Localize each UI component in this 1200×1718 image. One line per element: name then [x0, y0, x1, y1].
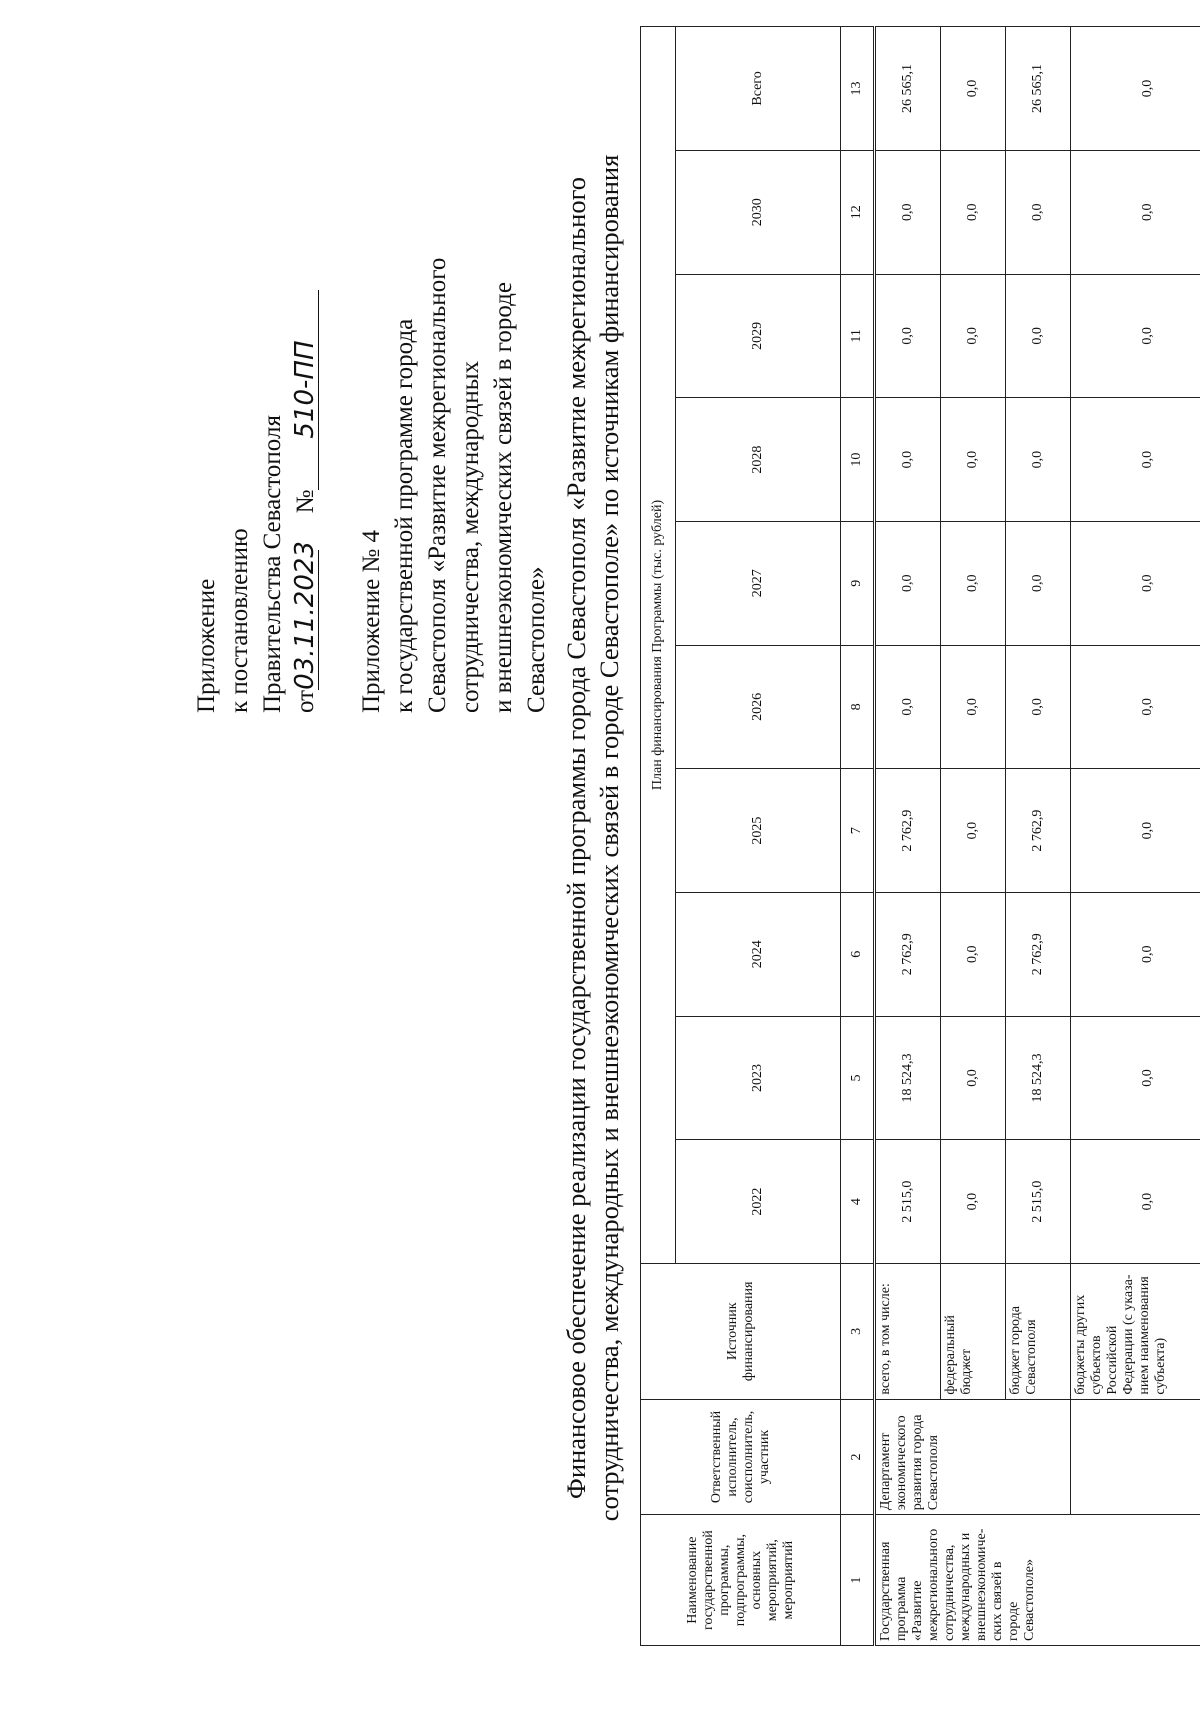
value-cell: 18 524,3	[875, 1016, 941, 1140]
executor-empty-cell	[1071, 1399, 1200, 1515]
value-cell: 0,0	[1071, 398, 1200, 522]
header-year: 2026	[676, 645, 841, 769]
header-date-line	[289, 213, 322, 713]
column-number: 4	[841, 1140, 875, 1264]
value-cell: 0,0	[1006, 274, 1071, 398]
program-name-cell: Государственная программа «Развитие межрегионального сотрудничества, международных и внешнеэкономиче-ских связей в городе Севастополе»	[875, 1515, 1200, 1646]
value-cell: 2 762,9	[1006, 769, 1071, 893]
value-cell: 0,0	[1071, 274, 1200, 398]
column-number: 7	[841, 769, 875, 893]
value-cell: 0,0	[941, 150, 1006, 274]
resolution-header	[190, 213, 322, 713]
value-cell: 0,0	[875, 398, 941, 522]
table-row	[875, 27, 941, 1646]
header-executor: Ответственный исполнитель, соисполнитель, участник	[641, 1399, 841, 1515]
column-number: 2	[841, 1399, 875, 1515]
value-cell: 0,0	[941, 27, 1006, 151]
value-cell: 0,0	[941, 1140, 1006, 1264]
document-title	[560, 28, 626, 1648]
header-total: Всего	[676, 27, 841, 151]
column-number: 5	[841, 1016, 875, 1140]
source-cell: бюджеты других субъектов Российской Федерации (с указа-нием наименования субъекта)	[1071, 1263, 1200, 1399]
value-cell: 0,0	[1071, 892, 1200, 1016]
value-cell: 0,0	[1071, 645, 1200, 769]
value-cell: 0,0	[875, 645, 941, 769]
value-cell: 0,0	[941, 274, 1006, 398]
source-cell: всего, в том числе:	[875, 1263, 941, 1399]
column-number: 1	[841, 1515, 875, 1646]
value-cell: 0,0	[941, 398, 1006, 522]
header-line: к постановлению	[226, 528, 253, 713]
value-cell: 18 524,3	[1006, 1016, 1071, 1140]
value-cell: 2 762,9	[875, 769, 941, 893]
number-prefix: №	[292, 489, 319, 514]
source-cell: федеральный бюджет	[941, 1263, 1006, 1399]
executor-cell: Департамент экономического развития города Севастополя	[875, 1399, 1071, 1515]
financing-table	[640, 26, 1200, 1646]
appendix-line: Севастополя «Развитие межрегионального	[424, 257, 451, 713]
column-number: 10	[841, 398, 875, 522]
value-cell: 0,0	[1071, 150, 1200, 274]
title-line: Финансовое обеспечение реализации государственной программы города Севастополя «Развитие межрегионального	[561, 176, 591, 1500]
value-cell: 2 515,0	[875, 1140, 941, 1264]
column-number: 8	[841, 645, 875, 769]
header-year: 2025	[676, 769, 841, 893]
value-cell: 0,0	[1071, 1140, 1200, 1264]
value-cell: 0,0	[941, 521, 1006, 645]
header-source: Источник финансирования	[641, 1263, 841, 1399]
value-cell: 0,0	[941, 892, 1006, 1016]
header-year: 2022	[676, 1140, 841, 1264]
value-cell: 0,0	[875, 521, 941, 645]
header-line: Правительства Севастополя	[259, 415, 286, 713]
value-cell: 0,0	[1006, 398, 1071, 522]
value-cell: 26 565,1	[1006, 27, 1071, 151]
value-cell: 2 762,9	[1006, 892, 1071, 1016]
source-cell: бюджет города Севастополя	[1006, 1263, 1071, 1399]
title-line: сотрудничества, международных и внешнеэкономических связей в городе Севастополе» по источникам финансирования	[594, 154, 624, 1522]
appendix-line: Приложение № 4	[358, 529, 385, 713]
column-number: 3	[841, 1263, 875, 1399]
value-cell: 0,0	[875, 150, 941, 274]
appendix-line: Севастополе»	[523, 566, 550, 713]
column-number: 11	[841, 274, 875, 398]
value-cell: 0,0	[941, 1016, 1006, 1140]
value-cell: 2 762,9	[875, 892, 941, 1016]
header-year: 2023	[676, 1016, 841, 1140]
value-cell: 0,0	[1071, 521, 1200, 645]
column-number: 12	[841, 150, 875, 274]
header-year: 2028	[676, 398, 841, 522]
header-plan: План финансирования Программы (тыс. рублей)	[641, 27, 676, 1264]
value-cell: 2 515,0	[1006, 1140, 1071, 1264]
column-number: 6	[841, 892, 875, 1016]
date-prefix: от	[292, 689, 319, 713]
handwritten-date: 03.11.2023	[290, 541, 320, 690]
appendix-line: сотрудничества, международных	[457, 360, 484, 713]
appendix-line: и внешнеэкономических связей в городе	[490, 282, 517, 713]
value-cell: 0,0	[1006, 645, 1071, 769]
appendix-line: к государственной программе города	[391, 318, 418, 713]
column-number: 9	[841, 521, 875, 645]
header-program: Наименование государственной программы, подпрограммы, основных мероприятий, мероприятий	[641, 1515, 841, 1646]
column-number: 13	[841, 27, 875, 151]
handwritten-number: 510-ПП	[292, 290, 319, 490]
header-year: 2030	[676, 150, 841, 274]
header-line: Приложение	[193, 578, 220, 713]
value-cell: 0,0	[941, 769, 1006, 893]
value-cell: 0,0	[1071, 769, 1200, 893]
value-cell: 0,0	[1006, 150, 1071, 274]
appendix-block	[355, 193, 553, 713]
value-cell: 0,0	[1071, 1016, 1200, 1140]
table-row	[1071, 27, 1200, 1646]
header-year: 2027	[676, 521, 841, 645]
value-cell: 0,0	[875, 274, 941, 398]
value-cell: 0,0	[1071, 27, 1200, 151]
header-year: 2024	[676, 892, 841, 1016]
header-year: 2029	[676, 274, 841, 398]
value-cell: 0,0	[1006, 521, 1071, 645]
value-cell: 26 565,1	[875, 27, 941, 151]
value-cell: 0,0	[941, 645, 1006, 769]
